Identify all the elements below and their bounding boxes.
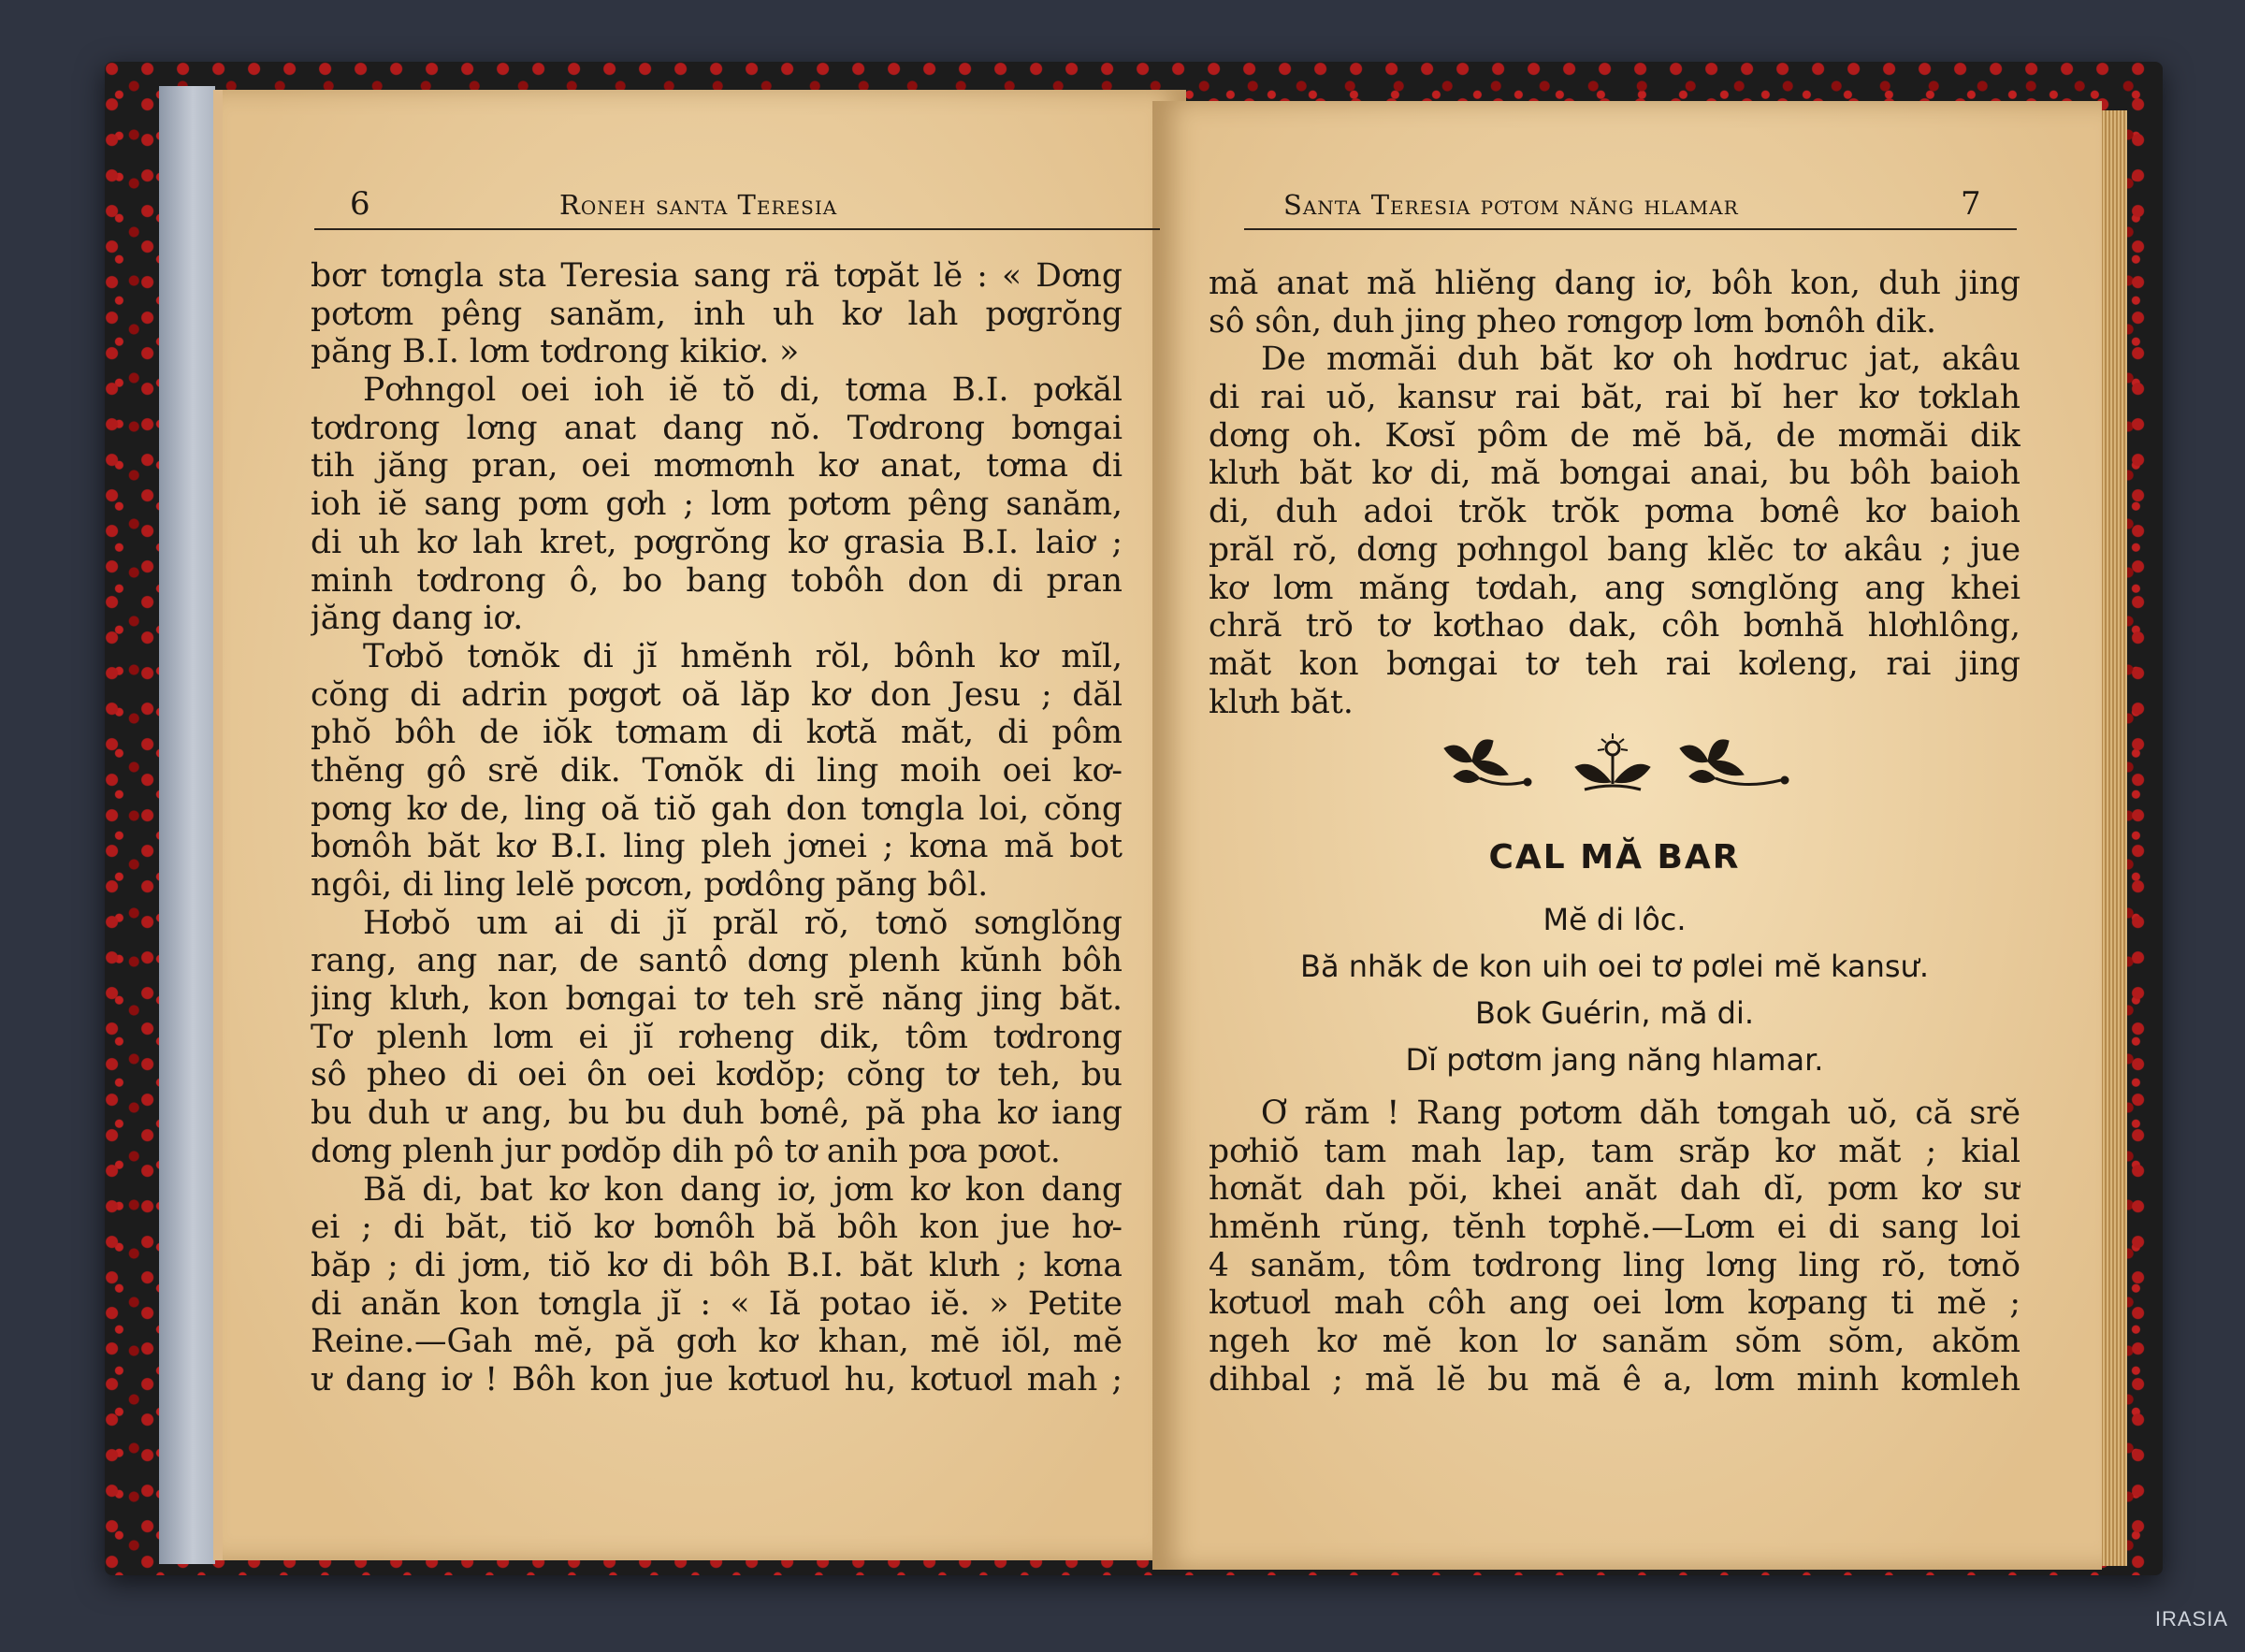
flower-ornament-center xyxy=(1575,733,1650,790)
text-line: ngôi, di ling lelĕ pơcơn, pơdông păng bôl. xyxy=(311,866,989,904)
left-body-text xyxy=(311,257,1122,1399)
section-summary xyxy=(1209,896,2020,1083)
right-body-text-bottom xyxy=(1209,1094,2020,1399)
text-line: dơng plenh jur pơdŏp dih pô tơ anih pơa pơot. xyxy=(311,1132,1061,1170)
text-line: Tơ plenh lơm ei jĭ rơheng dik, tôm tơdrong xyxy=(311,1018,1122,1056)
text-line: di, duh adoi trŏk trŏk pơma bơnê kơ baioh xyxy=(1209,493,2020,531)
text-line: pơng kơ de, ling oă tiŏ gah don tơngla loi, cŏng xyxy=(311,790,1122,828)
text-line: pơhiŏ tam mah lap, tam srăp kơ măt ; kial xyxy=(1209,1132,2020,1170)
text-line: mă anat mă hliĕng dang iơ, bôh kon, duh jing xyxy=(1209,265,2020,302)
floral-ornament xyxy=(1435,730,1796,804)
summary-line: Bă nhăk de kon uih oei tơ pơlei mĕ kansư. xyxy=(1300,949,1929,984)
text-line: chră trŏ tơ kơthao dak, côh bơnhă hlơhlông, xyxy=(1209,607,2020,645)
text-line: Tơbŏ tơnŏk di jĭ hmĕnh rŏl, bônh kơ mĭl, xyxy=(363,637,1122,675)
left-running-head: Roneh santa Teresia xyxy=(559,189,838,221)
left-page-header xyxy=(314,185,1160,230)
text-line: Bă di, bat kơ kon dang iơ, jơm kơ kon dang xyxy=(363,1170,1122,1209)
text-line: bơr tơngla sta Teresia sang rä tơpăt lĕ : « Dơng xyxy=(311,257,1122,295)
summary-line: Mĕ di lôc. xyxy=(1543,902,1687,937)
text-line: sô sôn, duh jing pheo rơngơp lơm bơnôh dik. xyxy=(1209,302,1936,341)
section-title: CAL MĂ BAR xyxy=(1488,838,1741,877)
text-line: phŏ bôh de iŏk tơmam di kơtă măt, di pôm xyxy=(311,714,1122,752)
text-line: Hơbŏ um ai di jĭ prăl rŏ, tơnŏ sơnglŏng xyxy=(363,904,1122,942)
summary-line: Dĭ pơtơm jang năng hlamar. xyxy=(1405,1042,1824,1078)
text-line: minh tơdrong ô, bo bang tobôh don di pran xyxy=(311,561,1122,600)
right-page-number: 7 xyxy=(1961,185,1981,223)
text-line: pơtơm pêng sanăm, inh uh kơ lah pơgrŏng xyxy=(311,295,1122,333)
text-line: klưh băt. xyxy=(1209,683,1354,721)
text-line: klưh băt kơ di, mă bơngai anai, bu bôh baioh xyxy=(1209,455,2020,493)
text-line: jing klưh, kon bơngai tơ teh srĕ năng jing băt. xyxy=(311,980,1122,1019)
text-line: tih jăng pran, oei mơmơnh kơ anat, tơma di xyxy=(311,447,1122,485)
text-line: hơnăt dah pŏi, khei anăt dah dĭ, pơm kơ sư xyxy=(1209,1170,2020,1209)
right-body-text-top xyxy=(1209,265,2020,721)
text-line: ioh iĕ sang pơm gơh ; lơm pơtơm pêng sanăm, xyxy=(311,485,1122,524)
text-line: dihbal ; mă lĕ bu mă ê a, lơm minh kơmleh xyxy=(1209,1360,2020,1398)
text-line: prăl rŏ, dơng pơhngol bang klĕc tơ akâu ; jue xyxy=(1209,530,2020,569)
text-line: ư dang iơ ! Bôh kon jue kơtuơl hu, kơtuơl mah ; xyxy=(311,1360,1122,1398)
text-line: kơ lơm măng tơdah, ang sơnglŏng ang khei xyxy=(1209,569,2020,607)
text-line: băp ; di jơm, tiŏ kơ di bôh B.I. băt klưh ; kơna xyxy=(311,1246,1122,1284)
text-line: ngeh kơ mĕ kon lơ sanăm sŏm sŏm, akŏm xyxy=(1209,1323,2020,1361)
text-line: dơng oh. Kơsĭ pôm de mĕ bă, de mơmăi dik xyxy=(1209,416,2020,455)
text-line: jăng dang iơ. xyxy=(311,600,524,638)
book-board-edge xyxy=(159,86,215,1564)
text-line: De mơmăi duh băt kơ oh hơdruc jat, akâu xyxy=(1261,341,2020,379)
text-line: 4 sanăm, tôm tơdrong ling lơng ling rŏ, tơnŏ xyxy=(1209,1246,2020,1284)
summary-line: Bok Guérin, mă di. xyxy=(1475,995,1754,1031)
text-line: bơnôh băt kơ B.I. ling pleh jơnei ; kơna mă bot xyxy=(311,828,1122,866)
text-line: ei ; di băt, tiŏ kơ bơnôh bă bôh kon jue hơ- xyxy=(311,1209,1122,1247)
text-line: păng B.I. lơm tơdrong kikiơ. » xyxy=(311,333,800,371)
text-line: hmĕnh rŭng, tĕnh tơphĕ.—Lơm ei di sang loi xyxy=(1209,1209,2020,1247)
leaf-ornament-right xyxy=(1680,740,1789,785)
text-line: cŏng di adrin pơgơt oă lăp kơ don Jesu ; dăl xyxy=(311,675,1122,714)
text-line: Reine.—Gah mĕ, pă gơh kơ khan, mĕ iŏl, mĕ xyxy=(311,1323,1122,1361)
text-line: bu duh ư ang, bu bu duh bơnê, pă pha kơ iang xyxy=(311,1094,1122,1133)
text-line: sô pheo di oei ôn oei kơdŏp; cŏng tơ teh, bu xyxy=(311,1056,1122,1094)
text-line: thĕng gô srĕ dik. Tơnŏk di ling moih oei kơ- xyxy=(311,751,1122,790)
right-page-header xyxy=(1244,185,2017,230)
text-line: Pơhngol oei ioh iĕ tŏ di, tơma B.I. pơkăl xyxy=(363,371,1122,410)
text-line: di anăn kon tơngla jĭ : « Iă potao iĕ. » Petite xyxy=(311,1284,1122,1323)
watermark: IRASIA xyxy=(2154,1607,2228,1630)
text-line: tơdrong lơng anat dang nŏ. Tơdrong bơngai xyxy=(311,409,1122,447)
text-line: rang, ang nar, de santô dơng plenh kŭnh bôh xyxy=(311,942,1122,980)
text-line: kơtuơl mah côh ang oei lơm kơpang ti mĕ ; xyxy=(1209,1284,2020,1323)
text-line: măt kon bơngai tơ teh rai kơleng, rai jing xyxy=(1209,645,2020,683)
text-line: Ơ răm ! Rang pơtơm dăh tơngah uŏ, că srĕ xyxy=(1261,1094,2020,1132)
leaf-ornament-left xyxy=(1444,740,1531,786)
right-running-head: Santa Teresia pơtơm năng hlamar xyxy=(1283,189,1739,221)
left-page-number: 6 xyxy=(350,185,370,223)
text-line: di uh kơ lah kret, pơgrŏng kơ grasia B.I. laiơ ; xyxy=(311,523,1122,561)
text-line: di rai uŏ, kansư rai băt, rai bĭ her kơ tơklah xyxy=(1209,379,2020,417)
